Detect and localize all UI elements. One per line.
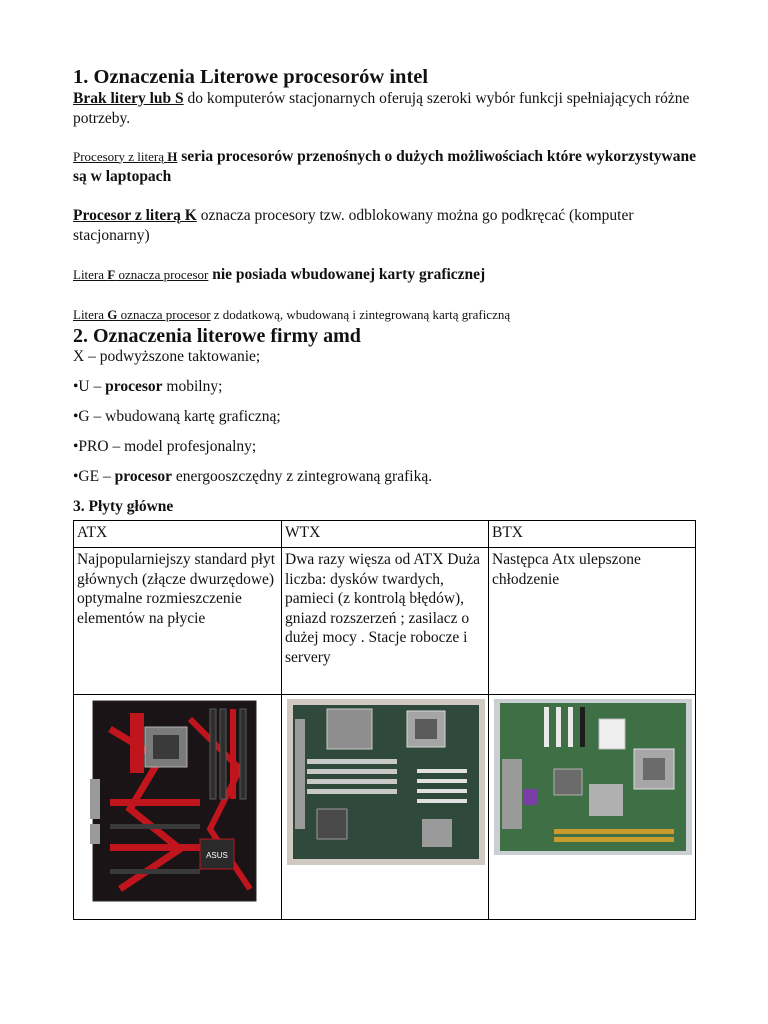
image-cell-btx: [489, 695, 696, 920]
table-description-row: [74, 548, 696, 695]
header-wtx: WTX: [282, 521, 489, 548]
intel-g-desc: z dodatkową, wbudowaną i zintegrowaną kartą graficzną: [210, 306, 511, 322]
intel-g-paragraph: [73, 305, 713, 325]
document-page: [73, 66, 713, 517]
btx-motherboard-image: [494, 699, 692, 855]
intel-g-term-a: Litera: [73, 306, 108, 322]
image-cell-wtx: [282, 695, 489, 920]
intel-g-term: [73, 307, 211, 322]
intel-h-letter: H: [167, 148, 178, 164]
intel-no-letter-term: Brak litery lub S: [73, 89, 184, 107]
amd-list: [73, 347, 713, 487]
intel-f-paragraph: [73, 265, 713, 285]
amd-ge-item: [73, 467, 713, 487]
table-image-row: [74, 695, 696, 920]
asus-logo: ASUS: [206, 851, 228, 860]
intel-f-desc: nie posiada wbudowanej karty graficznej: [208, 265, 486, 283]
intel-k-desc: oznacza procesory tzw. odblokowany można go podkręcać (komputer stacjonarny): [73, 206, 634, 244]
desc-atx: Najpopularniejszy standard płyt głównych (złącze dwurzędowe) optymalne rozmieszczenie elementów na płycie: [74, 548, 282, 695]
amd-u-key: •U –: [73, 377, 106, 395]
header-atx: ATX: [74, 521, 282, 548]
intel-k-term: Procesor z literą K: [73, 206, 197, 224]
intel-h-term-text: Procesory z literą: [73, 148, 168, 164]
amd-u-item: [73, 377, 713, 397]
desc-btx: Następca Atx ulepszone chłodzenie: [489, 548, 696, 695]
intel-h-term: [73, 149, 177, 164]
intel-g-letter: G: [107, 306, 118, 322]
intel-k-paragraph: [73, 206, 713, 246]
intel-g-term-b: oznacza procesor: [117, 306, 211, 322]
section1-title: 1. Oznaczenia Literowe procesorów intel: [73, 66, 429, 88]
amd-ge-bold: procesor: [114, 467, 172, 485]
amd-u-desc: mobilny;: [162, 377, 223, 395]
atx-motherboard-image: [90, 699, 260, 903]
amd-u-bold: procesor: [105, 377, 163, 395]
intel-f-term-b: oznacza procesor: [115, 266, 209, 282]
table-header-row: [74, 521, 696, 548]
section3-title: 3. Płyty główne: [73, 497, 174, 515]
intel-f-term: [73, 267, 208, 282]
intel-h-paragraph: [73, 147, 713, 187]
wtx-motherboard-image: [287, 699, 485, 865]
intel-no-letter-paragraph: [73, 89, 713, 129]
image-cell-atx: [74, 695, 282, 920]
intel-no-letter-desc: do komputerów stacjonarnych oferują szeroki wybór funkcji spełniających różne potrzeby.: [73, 89, 690, 127]
section2-title: 2. Oznaczenia literowe firmy amd: [73, 324, 361, 347]
amd-pro-item: •PRO – model profesjonalny;: [73, 437, 257, 455]
header-btx: BTX: [489, 521, 696, 548]
intel-f-term-a: Litera: [73, 266, 108, 282]
amd-g-item: •G – wbudowaną kartę graficzną;: [73, 407, 281, 425]
amd-ge-key: •GE –: [73, 467, 115, 485]
amd-ge-desc: energooszczędny z zintegrowaną grafiką.: [172, 467, 433, 485]
desc-wtx: Dwa razy więsza od ATX Duża liczba: dysków twardych, pamieci (z kontrolą błędów), gniazd rozszerzeń ; zasilacz o dużej mocy . Stacje robocze i servery: [282, 548, 489, 695]
amd-x-item: X – podwyższone taktowanie;: [73, 347, 261, 365]
motherboards-table: [73, 520, 696, 920]
intel-f-letter: F: [107, 266, 116, 282]
intel-h-desc: seria procesorów przenośnych o dużych możliwościach które wykorzystywane są w laptopach: [73, 147, 696, 185]
